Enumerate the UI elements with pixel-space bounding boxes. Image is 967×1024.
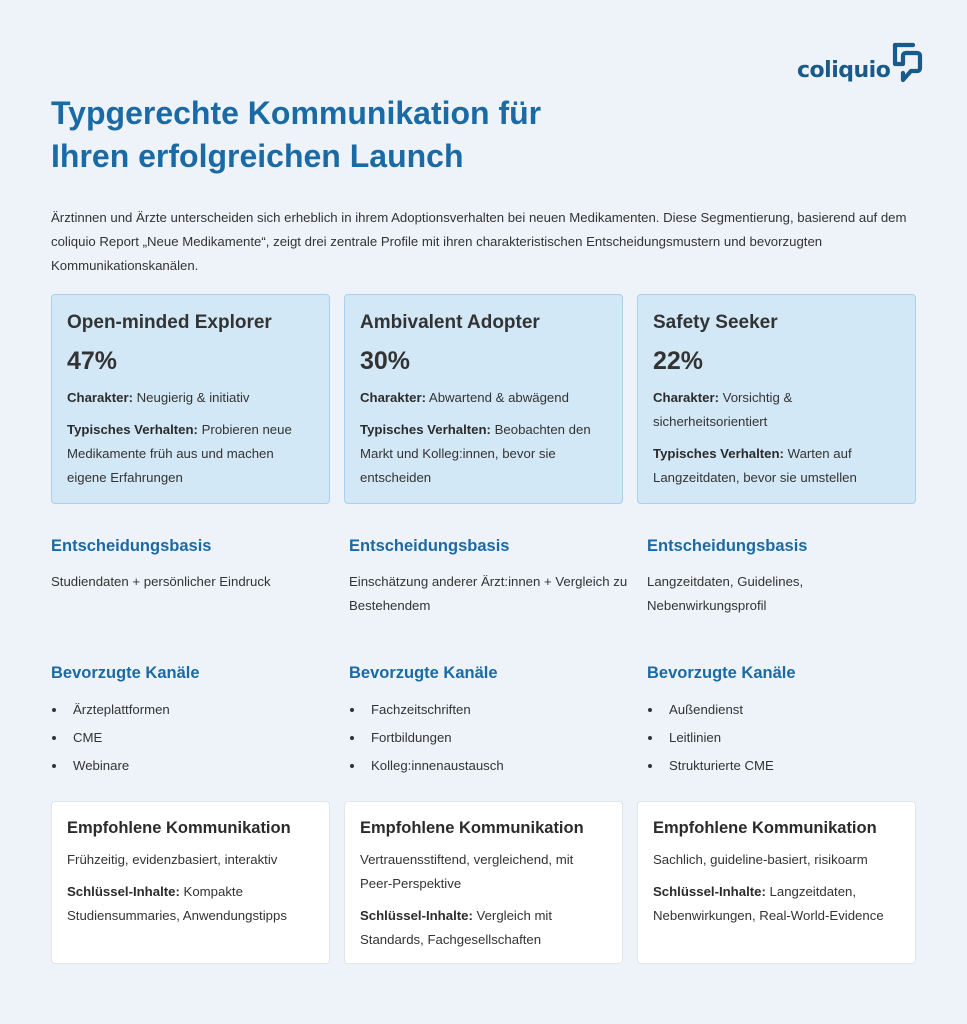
intro-paragraph: Ärztinnen und Ärzte unterscheiden sich erheblich in ihrem Adoptionsverhalten bei neuen Medikamenten. Diese Segmentierung, basierend auf dem coliquio Report „Neue Medikamente“, zeigt drei zentrale Profile mit ihren charakteristischen Entscheidungsmustern und bevorzugten Kommunikationskanälen. [51, 210, 907, 273]
section-heading: Entscheidungsbasis [349, 537, 510, 555]
title-line-1: Typgerechte Kommunikation für [51, 95, 542, 131]
recommendation-card-explorer [51, 801, 330, 964]
behavior-label: Typisches Verhalten: [67, 422, 198, 437]
key-content-value: Vergleich mit Standards, Fachgesellschaften [360, 908, 553, 947]
decision-basis-text: Langzeitdaten, Guidelines, Nebenwirkungsprofil [647, 574, 804, 613]
list-item: Leitlinien [647, 726, 926, 750]
behavior-value: Warten auf Langzeitdaten, bevor sie umstellen [653, 446, 857, 485]
recommendation-heading: Empfohlene Kommunikation [67, 819, 291, 837]
coliquio-logo[interactable] [797, 42, 927, 84]
key-content [653, 880, 900, 928]
section-heading: Entscheidungsbasis [647, 537, 808, 555]
channel-list [349, 698, 628, 778]
key-content-label: Schlüssel-Inhalte: [360, 908, 473, 923]
profile-character [360, 386, 607, 410]
list-item: Strukturierte CME [647, 754, 926, 778]
key-content-label: Schlüssel-Inhalte: [67, 884, 180, 899]
decision-basis-text: Einschätzung anderer Ärzt:innen + Vergleich zu Bestehendem [349, 574, 628, 613]
channel-list [647, 698, 926, 778]
behavior-value: Probieren neue Medikamente früh aus und machen eigene Erfahrungen [67, 422, 292, 485]
decision-basis-seeker [647, 535, 926, 618]
profile-behavior [360, 418, 607, 490]
list-item: Webinare [51, 754, 330, 778]
list-item: Fachzeitschriften [349, 698, 628, 722]
character-value: Abwartend & abwägend [428, 390, 569, 405]
list-item: Außendienst [647, 698, 926, 722]
list-item: Kolleg:innenaustausch [349, 754, 628, 778]
recommendation-text: Sachlich, guideline-basiert, risikoarm [653, 852, 868, 867]
recommendation-text: Frühzeitig, evidenzbasiert, interaktiv [67, 852, 278, 867]
section-heading: Bevorzugte Kanäle [51, 664, 200, 682]
character-value: Neugierig & initiativ [136, 390, 250, 405]
key-content-label: Schlüssel-Inhalte: [653, 884, 766, 899]
page-title [51, 92, 751, 178]
recommendation-heading: Empfohlene Kommunikation [653, 819, 877, 837]
profile-card-seeker [637, 294, 916, 504]
recommendation-card-adopter [344, 801, 623, 964]
profile-character [653, 386, 900, 434]
recommendation-heading: Empfohlene Kommunikation [360, 819, 584, 837]
behavior-label: Typisches Verhalten: [360, 422, 491, 437]
profile-character [67, 386, 314, 410]
profile-name: Open-minded Explorer [67, 312, 272, 333]
recommendation-text: Vertrauensstiftend, vergleichend, mit Peer-Perspektive [360, 852, 574, 891]
character-label: Charakter: [653, 390, 719, 405]
title-line-2: Ihren erfolgreichen Launch [51, 138, 464, 174]
speech-bubble-icon [891, 42, 927, 84]
profile-name: Safety Seeker [653, 312, 778, 333]
recommendation-card-seeker [637, 801, 916, 964]
decision-basis-text: Studiendaten + persönlicher Eindruck [51, 574, 271, 589]
profile-behavior [653, 442, 900, 490]
character-label: Charakter: [360, 390, 426, 405]
behavior-value: Beobachten den Markt und Kolleg:innen, bevor sie entscheiden [360, 422, 591, 485]
channel-list [51, 698, 330, 778]
channels-explorer [51, 662, 330, 778]
profile-percent: 47% [67, 347, 118, 375]
list-item: Fortbildungen [349, 726, 628, 750]
section-heading: Entscheidungsbasis [51, 537, 212, 555]
decision-basis-explorer [51, 535, 330, 594]
channels-seeker [647, 662, 926, 778]
key-content-value: Kompakte Studiensummaries, Anwendungstipps [67, 884, 287, 923]
section-heading: Bevorzugte Kanäle [349, 664, 498, 682]
profile-name: Ambivalent Adopter [360, 312, 540, 333]
key-content [360, 904, 607, 952]
character-value: Vorsichtig & sicherheitsorientiert [653, 390, 793, 429]
profile-card-adopter [344, 294, 623, 504]
decision-basis-adopter [349, 535, 628, 618]
logo-text: coliquio [797, 58, 891, 83]
profile-percent: 22% [653, 347, 704, 375]
key-content [67, 880, 314, 928]
list-item: CME [51, 726, 330, 750]
profile-behavior [67, 418, 314, 490]
section-heading: Bevorzugte Kanäle [647, 664, 796, 682]
profile-card-explorer [51, 294, 330, 504]
behavior-label: Typisches Verhalten: [653, 446, 784, 461]
channels-adopter [349, 662, 628, 778]
key-content-value: Langzeitdaten, Nebenwirkungen, Real-World-Evidence [653, 884, 884, 923]
list-item: Ärzteplattformen [51, 698, 330, 722]
profile-percent: 30% [360, 347, 411, 375]
character-label: Charakter: [67, 390, 133, 405]
